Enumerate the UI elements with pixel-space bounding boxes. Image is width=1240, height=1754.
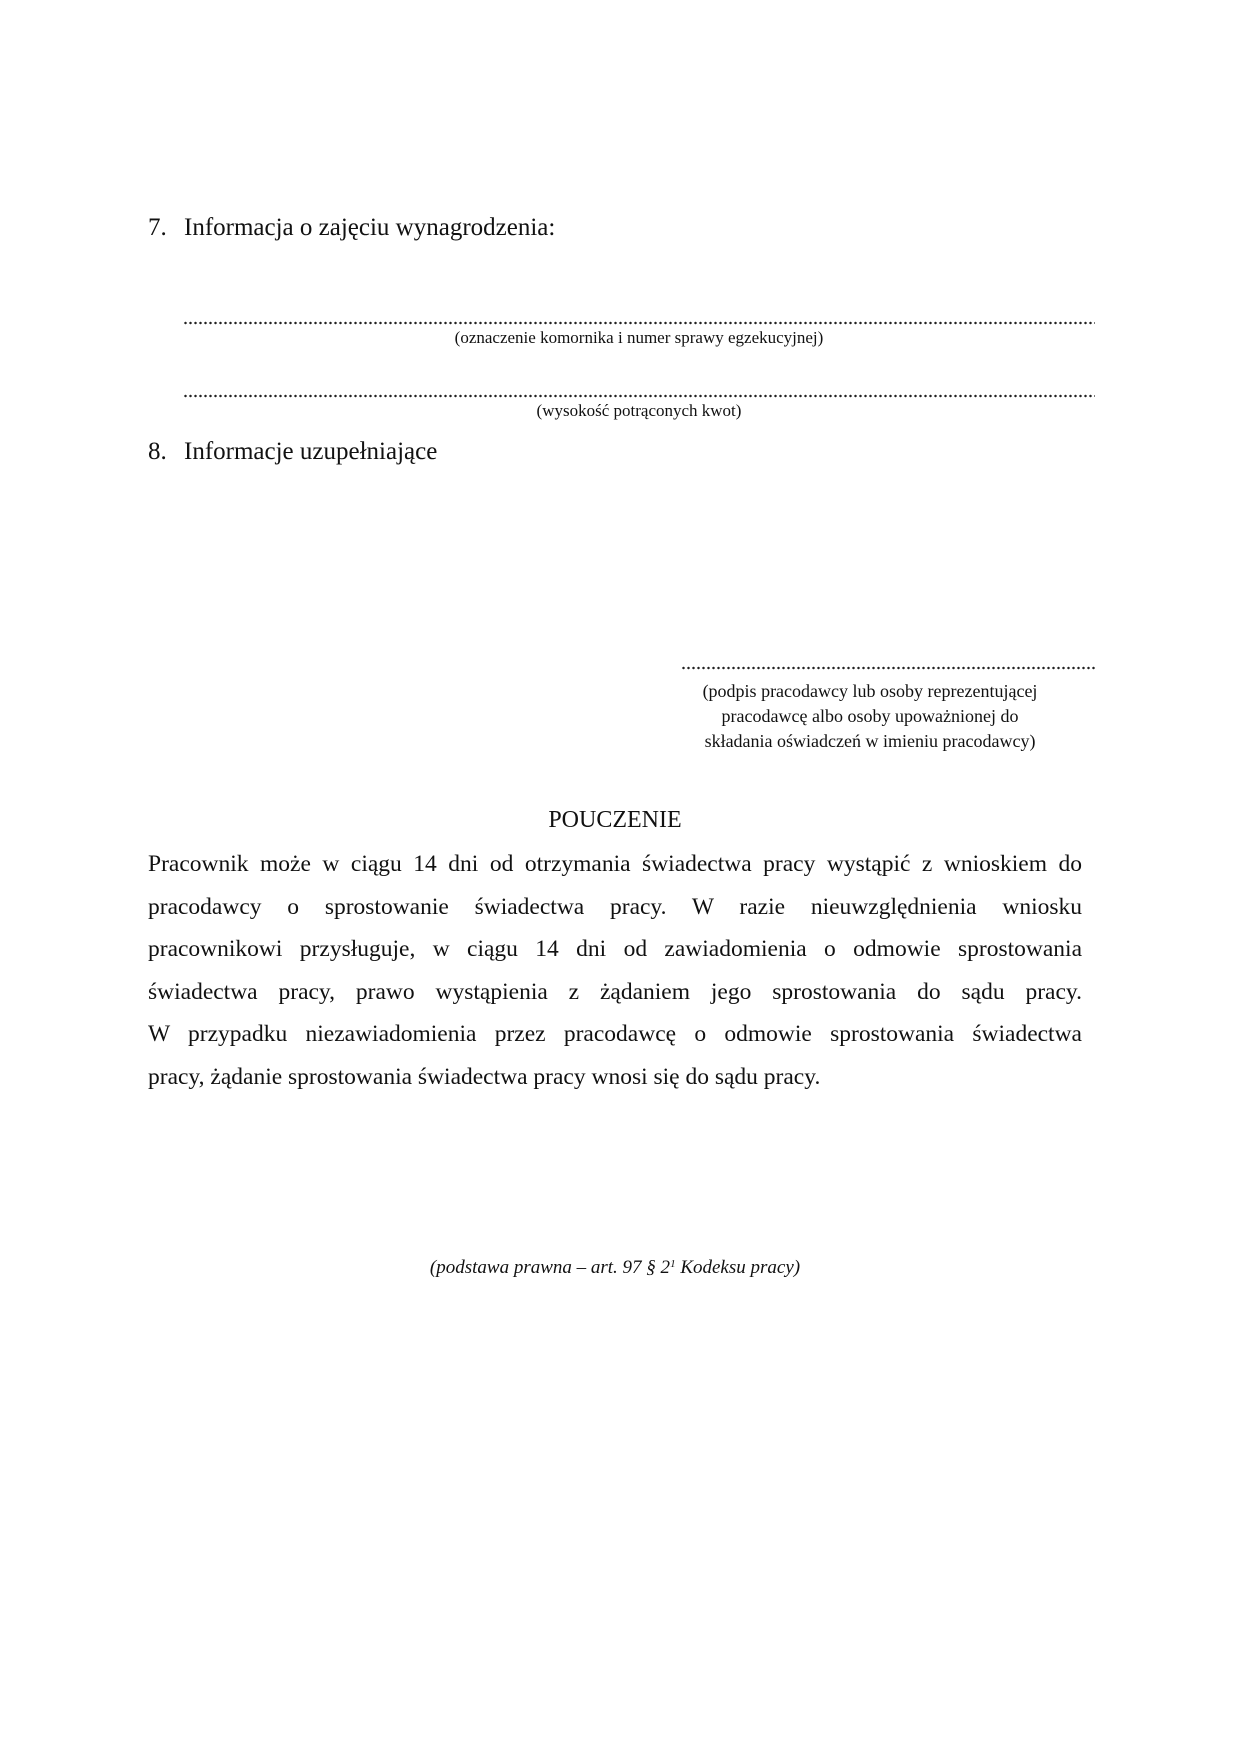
signature-field[interactable] bbox=[681, 666, 1096, 670]
signature-caption-line: (podpis pracodawcy lub osoby reprezentującej bbox=[702, 681, 1038, 701]
section-8-number: 8. bbox=[148, 438, 167, 465]
section-8-heading bbox=[148, 437, 437, 467]
signature-caption bbox=[660, 679, 1080, 754]
signature-caption-line: pracodawcę albo osoby upoważnionej do bbox=[721, 706, 1019, 726]
notice-line: pracy, żądanie sprostowania świadectwa pracy wnosi się do sądu pracy. bbox=[148, 1063, 821, 1090]
section-8-title: Informacje uzupełniające bbox=[184, 438, 438, 465]
section-7-heading bbox=[148, 213, 555, 243]
notice-line: świadectwa pracy, prawo wystąpienia z żądaniem jego sprostowania do sądu pracy. bbox=[148, 978, 1082, 1005]
section-7-title: Informacja o zajęciu wynagrodzenia: bbox=[184, 214, 556, 241]
deducted-amounts-caption: (wysokość potrąconych kwot) bbox=[536, 401, 742, 420]
legal-basis-text-end: Kodeksu pracy) bbox=[675, 1257, 801, 1278]
bailiff-case-caption: (oznaczenie komornika i numer sprawy egzekucyjnej) bbox=[454, 328, 824, 347]
notice-title: POUCZENIE bbox=[548, 807, 682, 833]
notice-line: pracodawcy o sprostowanie świadectwa pracy. W razie nieuwzględnienia wniosku bbox=[148, 893, 1082, 920]
deducted-amounts-field[interactable] bbox=[183, 394, 1095, 398]
legal-basis bbox=[148, 1252, 1082, 1280]
bailiff-case-field[interactable] bbox=[183, 321, 1095, 325]
signature-caption-line: składania oświadczeń w imieniu pracodawcy) bbox=[704, 731, 1036, 751]
notice-body bbox=[148, 843, 1082, 1098]
notice-line: pracownikowi przysługuje, w ciągu 14 dni od zawiadomienia o odmowie sprostowania bbox=[148, 936, 1082, 962]
notice-line: Pracownik może w ciągu 14 dni od otrzymania świadectwa pracy wystąpić z wnioskiem do bbox=[148, 851, 1082, 877]
legal-basis-text: (podstawa prawna – art. 97 § 2 bbox=[429, 1257, 671, 1278]
legal-basis-superscript: 1 bbox=[670, 1258, 676, 1270]
section-7-number: 7. bbox=[148, 214, 167, 241]
notice-line: W przypadku niezawiadomienia przez pracodawcę o odmowie sprostowania świadectwa bbox=[148, 1021, 1082, 1047]
